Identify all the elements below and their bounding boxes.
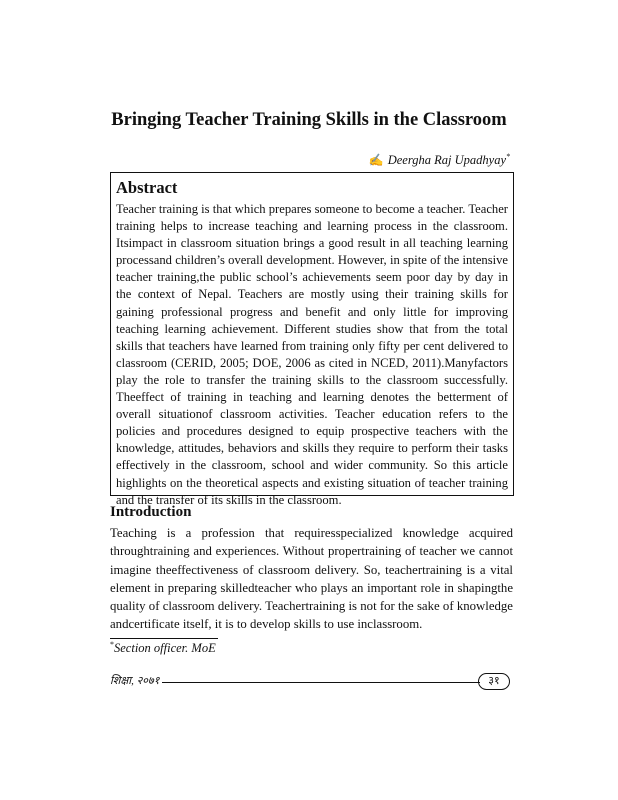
author-name: Deergha Raj Upadhyay <box>387 153 506 168</box>
introduction-heading: Introduction <box>110 504 192 520</box>
footnote-text: Section officer. MoE <box>114 641 216 656</box>
page-number: ३१ <box>478 673 510 690</box>
abstract-heading: Abstract <box>116 178 178 197</box>
article-title: Bringing Teacher Training Skills in the Classroom <box>111 110 507 130</box>
abstract-text: Teacher training is that which prepares someone to become a teacher. Teacher training helps to increase teaching and learning process in the classroom. Itsimpact in classroom situation brings a good result in all teaching learning processand children’s overall development. However, in spite of the intensive teacher training,the public school’s achievements seem poor day by day in the context of Nepal. Teachers are mostly using their training skills for gaining professional progress and benefit and only little for improving teaching learning achievement. Different studies show that from the total skills that teachers have learned from training only fifty per cent delivered to classroom (CERID, 2005; DOE, 2006 as cited in NCED, 2011).Manyfactors play the role to transfer the training skills to the classroom successfully. Theeffect of training in teaching and learning denotes the betterment of overall situationof classroom activities. Teacher education refers to the policies and procedures designed to equip prospective teachers with the knowledge, attitudes, behaviors and skills they require to perform their tasks effectively in the classroom, school and wider community. So this article highlights on the theoretical aspects and existing situation of teacher training and the transfer of its skills in the classroom. <box>116 202 508 507</box>
pen-icon: ✍ <box>368 153 384 168</box>
introduction-text: Teaching is a profession that requiresspecialized knowledge acquired throughtraining and experiences. Without propertraining of teacher we cannot imagine theeffectiveness of classroom delivery. So, teachertraining is a vital element in preparing skilledteacher who plays an important role in shapingthe quality of classroom delivery. Teachertraining is not for the sake of knowledge andcertificate itself, it is to develop skills to use inclassroom. <box>110 526 513 632</box>
footnote <box>110 640 216 656</box>
footer-rule <box>162 682 480 683</box>
abstract-box <box>110 172 514 507</box>
footnote-rule <box>110 638 218 639</box>
author-footnote-mark: * <box>506 152 510 161</box>
author-line <box>369 152 510 168</box>
footnote-mark: * <box>110 640 114 649</box>
journal-footer: शिक्षा, २०७१ <box>110 675 160 687</box>
